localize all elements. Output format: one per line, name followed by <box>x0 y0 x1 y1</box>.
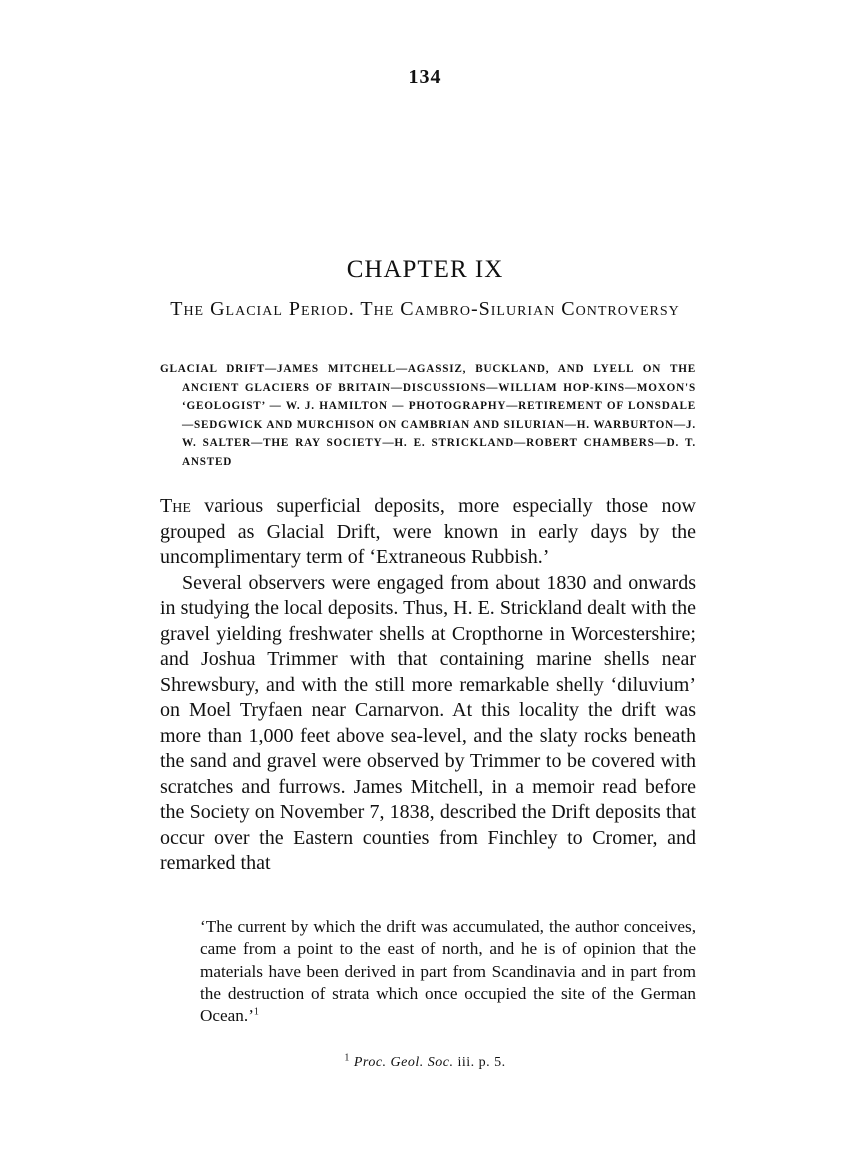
paragraph-1-text: various superficial deposits, more especially those now grouped as Glacial Drift, were known in early days by the uncomplimentary term of ‘Extraneous Rubbish.’ <box>160 495 696 568</box>
footnote <box>0 1052 850 1071</box>
chapter-title: The Glacial Period. The Cambro-Silurian Controversy <box>170 298 680 320</box>
footnote-location: iii. p. 5. <box>457 1055 506 1070</box>
quote-paragraph <box>200 916 696 1027</box>
chapter-summary: GLACIAL DRIFT—JAMES MITCHELL—AGASSIZ, BUCKLAND, AND LYELL ON THE ANCIENT GLACIERS OF BRITAIN—DISCUSSIONS—WILLIAM HOP-KINS—MOXON'S ‘GEOLOGIST’ — W. J. HAMILTON — PHOTOGRAPHY—RETIREMENT OF LONSDALE—SEDGWICK AND MURCHISON ON CAMBRIAN AND SILURIAN—H. WARBURTON—J. W. SALTER—THE RAY SOCIETY—H. E. STRICKLAND—ROBERT CHAMBERS—D. T. ANSTED <box>160 363 696 468</box>
paragraph-1 <box>160 494 696 571</box>
footnote-marker: 1 <box>344 1052 350 1064</box>
quote-text: ‘The current by which the drift was accumulated, the author conceives, came from a point to the east of north, and he is of opinion that the materials have been derived in part from Scandinavia and in part from the destruction of strata which once occupied the site of the German Ocean.’ <box>200 917 696 1026</box>
page-number: 134 <box>408 66 442 88</box>
paragraph-2: Several observers were engaged from about 1830 and onwards in studying the local deposits. Thus, H. E. Strickland dealt with the gravel yielding freshwater shells at Cropthorne in Worcestershire; and Joshua Trimmer with that containing marine shells near Shrewsbury, and with the still more remarkable shelly ‘diluvium’ on Moel Tryfaen near Carnarvon. At this locality the drift was more than 1,000 feet above sea-level, and the slaty rocks beneath the sand and gravel were observed by Trimmer to be covered with scratches and furrows. James Mitchell, in a memoir read before the Society on November 7, 1838, described the Drift deposits that occur over the Eastern counties from Finchley to Cromer, and remarked that <box>160 571 696 874</box>
footnote-reference: 1 <box>253 1006 259 1018</box>
block-quote <box>200 916 696 1027</box>
footnote-source: Proc. Geol. Soc. <box>353 1055 454 1070</box>
paragraph-lead-word: The <box>160 495 191 517</box>
body-text <box>160 494 696 877</box>
chapter-heading: CHAPTER IX <box>346 256 504 283</box>
